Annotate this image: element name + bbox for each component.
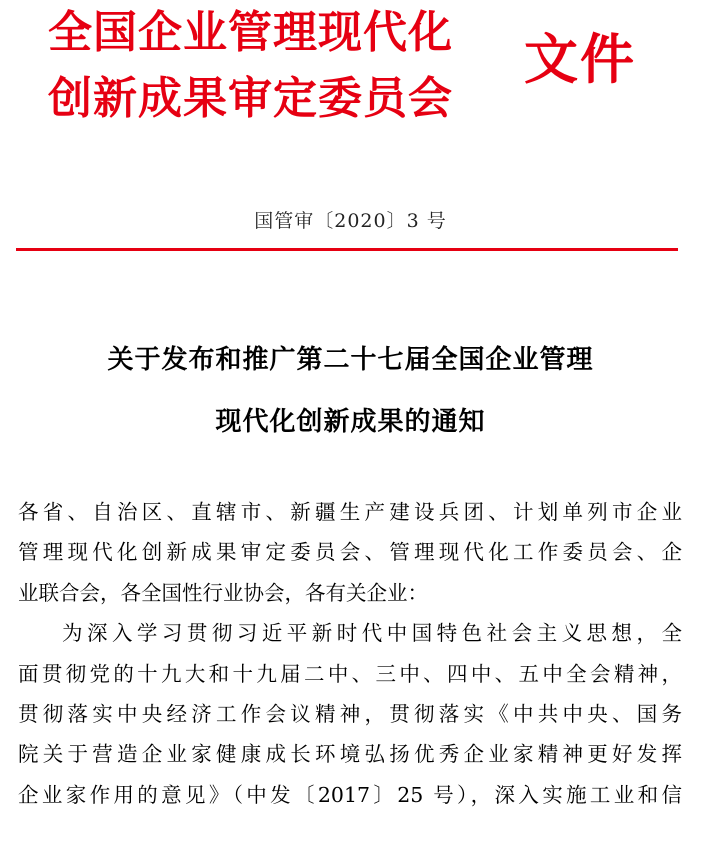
body-text [18,492,682,815]
body-line-3: 业联合会，各全国性行业协会，各有关企业： [18,580,428,605]
body-line-8: 企业家作用的意见》（中发〔2017〕25 号），深入实施工业和信 [18,782,682,807]
body-line-6: 贯彻落实中央经济工作会议精神，贯彻落实《中共中央、国务 [18,701,682,726]
notice-title-line-2: 现代化创新成果的通知 [215,407,486,437]
letterhead-title-line-2: 创新成果审定委员会 [48,73,453,124]
letterhead-title-line-1: 全国企业管理现代化 [48,7,453,58]
body-line-1: 各省、自治区、直辖市、新疆生产建设兵团、计划单列市企业 [18,500,682,524]
document-number: 国管审〔2020〕3 号 [254,210,447,232]
body-line-4: 为深入学习贯彻习近平新时代中国特色社会主义思想，全 [62,621,682,646]
red-divider-line [16,248,678,251]
notice-title-line-1: 关于发布和推广第二十七届全国企业管理 [107,345,594,375]
body-line-7: 院关于营造企业家健康成长环境弘扬优秀企业家精神更好发挥 [18,742,682,767]
body-line-5: 面贯彻党的十九大和十九届二中、三中、四中、五中全会精神， [18,661,682,686]
body-line-2: 管理现代化创新成果审定委员会、管理现代化工作委员会、企 [18,540,682,565]
letterhead-title [48,0,518,132]
letterhead-suffix: 文件 [524,27,636,91]
notice-title [0,329,701,453]
